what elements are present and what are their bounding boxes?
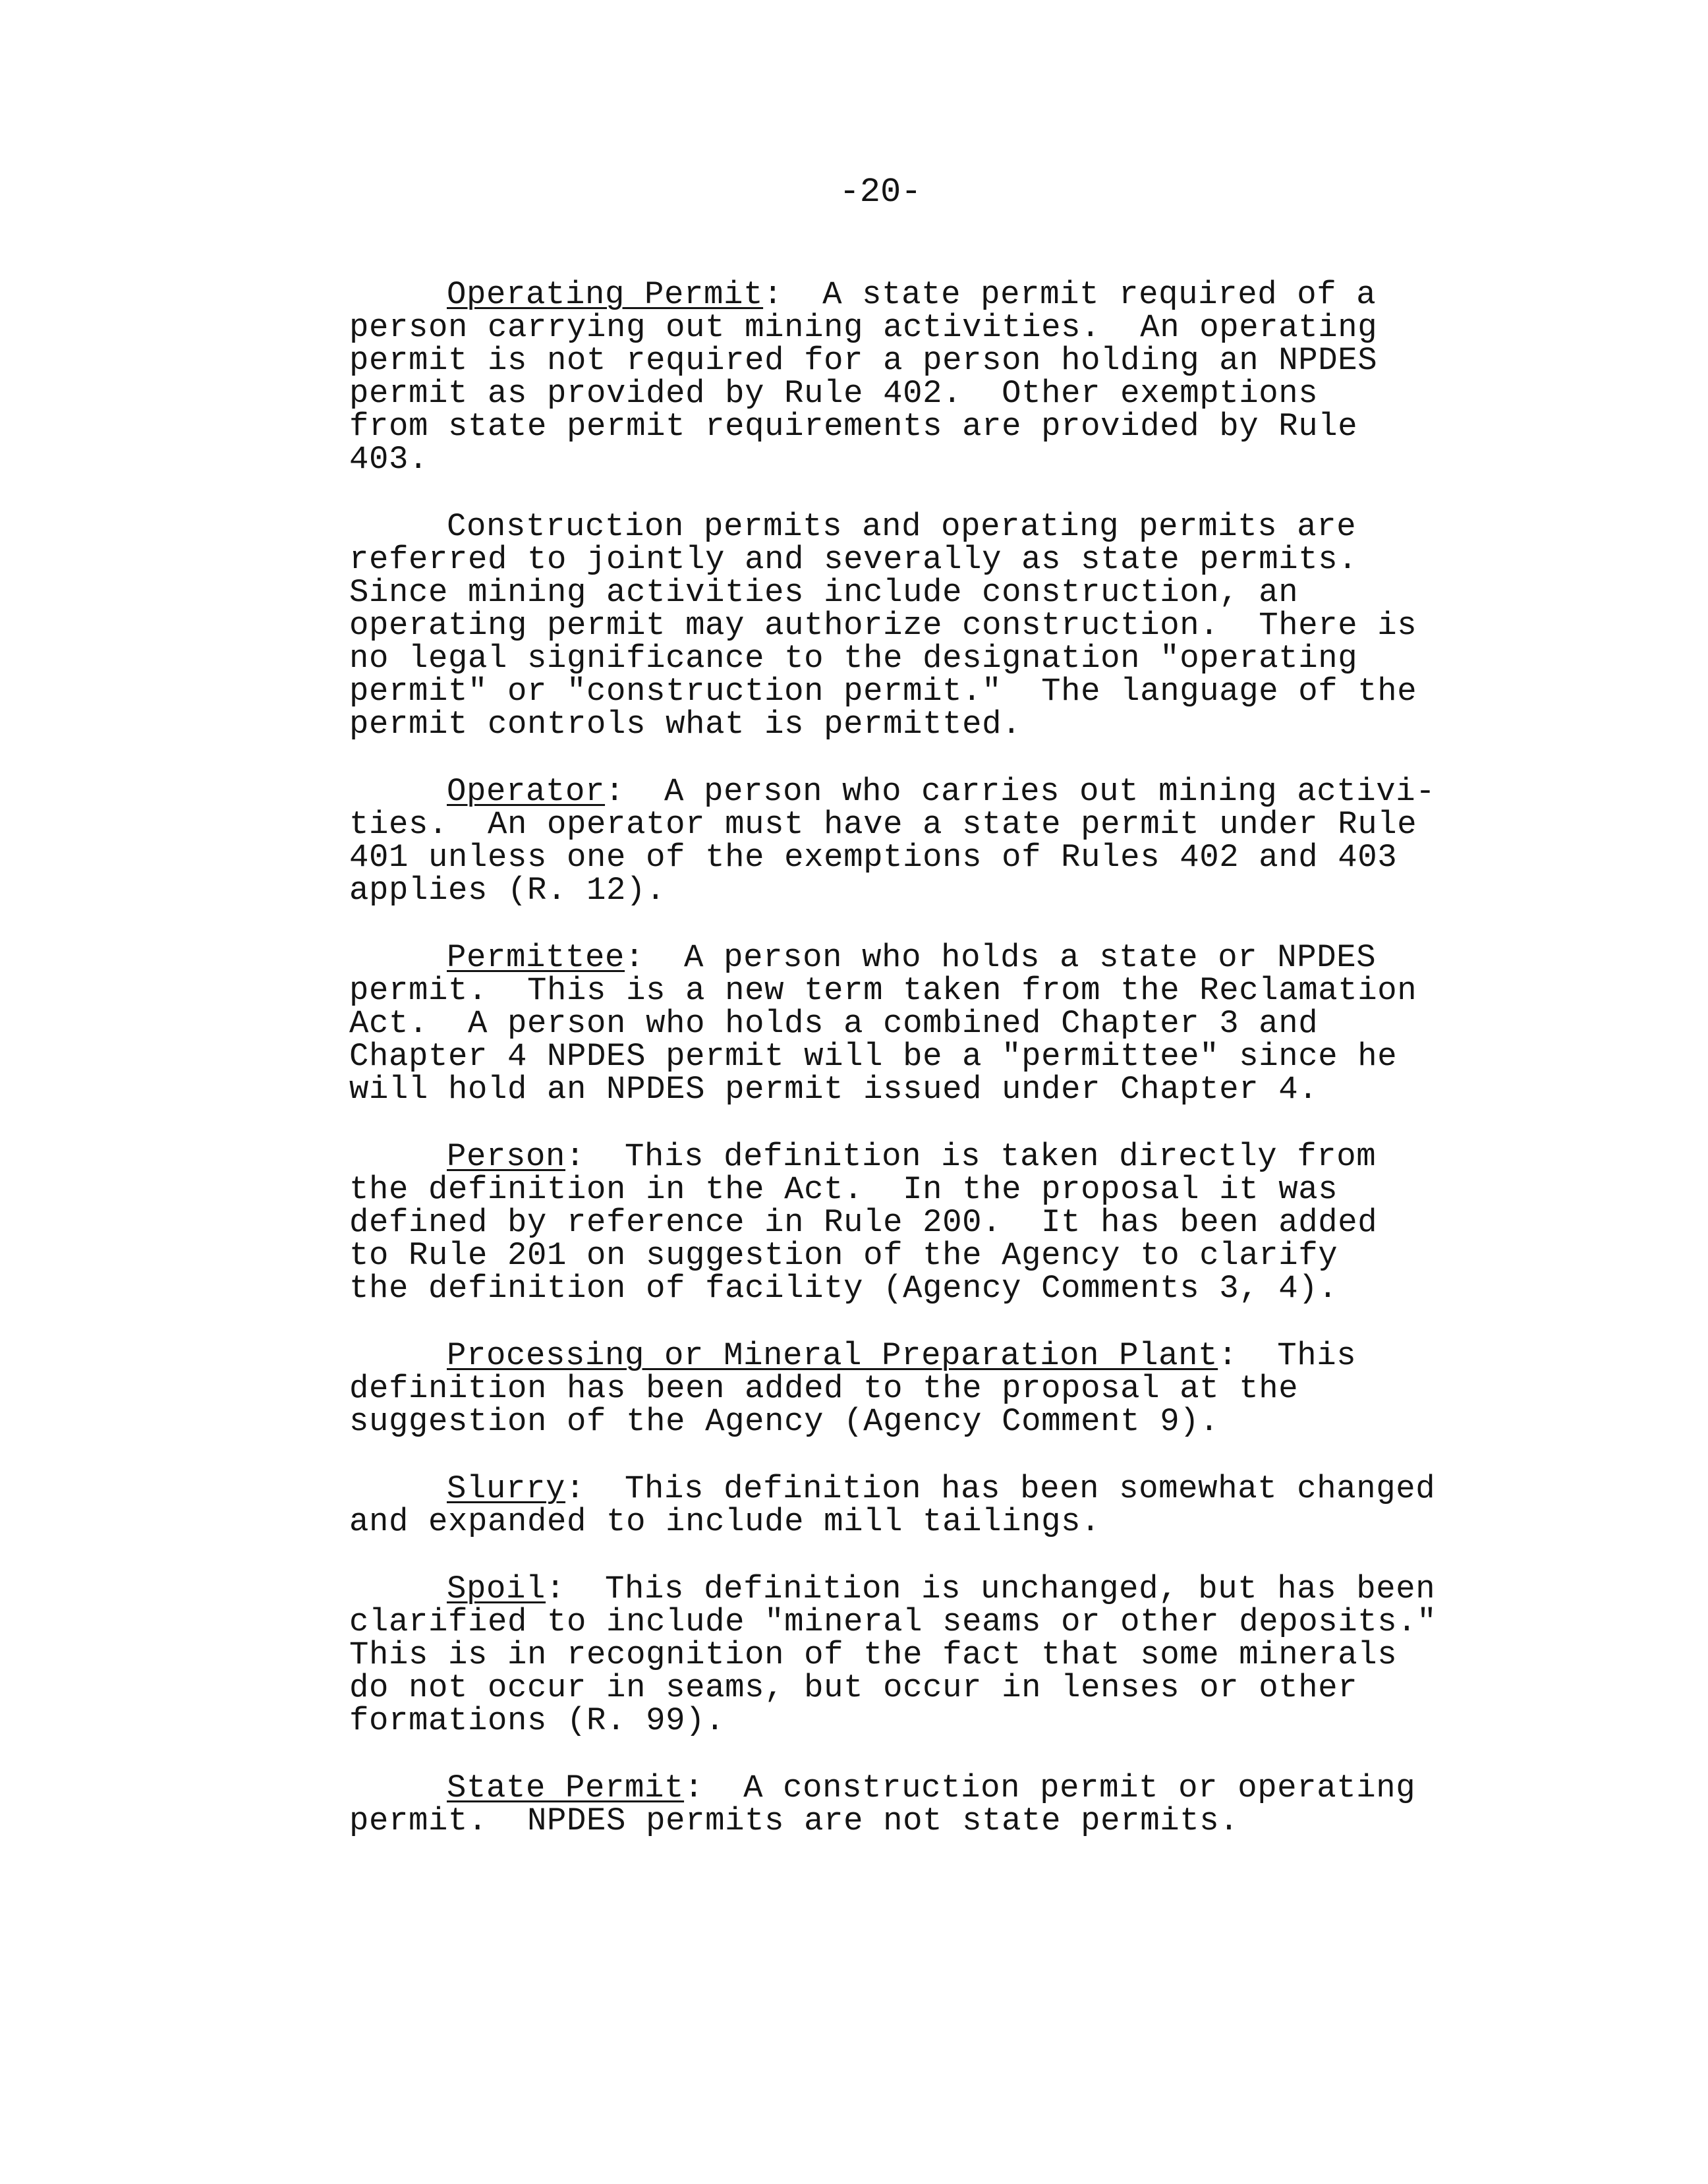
definition-continuation: definition has been added to the proposal at the suggestion of the Agency (Agency Comment 9). xyxy=(349,1370,1299,1440)
definition-continuation: clarified to include "mineral seams or other deposits." This is in recognition of the fact that some minerals do not occur in seams, but occur in lenses or other formations (R. 99). xyxy=(349,1603,1437,1739)
definition-text: : This definition is unchanged, but has been xyxy=(546,1570,1436,1607)
definition-text: : A construction permit or operating xyxy=(684,1769,1416,1806)
definition-operator xyxy=(349,775,1509,907)
definition-text: : A state permit required of a xyxy=(763,276,1377,313)
definition-slurry xyxy=(349,1472,1509,1538)
definition-processing-plant xyxy=(349,1339,1509,1438)
definition-permittee xyxy=(349,941,1509,1106)
term-label: Operator xyxy=(447,773,606,810)
definition-continuation: and expanded to include mill tailings. xyxy=(349,1503,1101,1540)
definition-continuation: the definition in the Act. In the proposal it was defined by reference in Rule 200. It has been added to Rule 201 on suggestion of the Agency to clarify the definition of facility (Agency Comments 3, 4). xyxy=(349,1171,1378,1307)
definition-operating-permit xyxy=(349,278,1509,476)
definition-continuation: permit. This is a new term taken from the Reclamation Act. A person who holds a combined Chapter 3 and Chapter 4 NPDES permit will be a "permittee" since he will hold an NPDES permit issued under Chapter 4. xyxy=(349,972,1417,1108)
term-label: Spoil xyxy=(447,1570,546,1607)
paragraph-continuation: referred to jointly and severally as state permits. Since mining activities include construction, an operating permit may authorize construction. There is no legal significance to the designation "operating permit" or "construction permit." The language of the permit controls what is permitted. xyxy=(349,541,1417,743)
term-label: Slurry xyxy=(447,1470,566,1507)
term-label: Operating Permit xyxy=(447,276,764,313)
definition-continuation: permit. NPDES permits are not state permits. xyxy=(349,1802,1239,1839)
term-label: Permittee xyxy=(447,939,625,976)
term-label: State Permit xyxy=(447,1769,685,1806)
paragraph-state-permits xyxy=(349,510,1509,741)
term-label: Person xyxy=(447,1138,566,1175)
definition-continuation: ties. An operator must have a state permit under Rule 401 unless one of the exemptions of Rules 402 and 403 applies (R. 12). xyxy=(349,806,1417,909)
definition-person xyxy=(349,1140,1509,1305)
definition-text: : This definition has been somewhat changed xyxy=(565,1470,1436,1507)
page-number: -20- xyxy=(839,173,922,212)
definition-continuation: person carrying out mining activities. An operating permit is not required for a person holding an NPDES permit as provided by Rule 402. Other exemptions from state permit requirements are provided by Rule 403. xyxy=(349,309,1378,478)
paragraph-text: Construction permits and operating permits are xyxy=(447,508,1357,545)
definition-text: : This xyxy=(1218,1337,1357,1374)
term-label: Processing or Mineral Preparation Plant xyxy=(447,1337,1218,1374)
definition-spoil xyxy=(349,1572,1509,1737)
definition-text: : This definition is taken directly from xyxy=(565,1138,1377,1175)
definition-text: : A person who carries out mining activi- xyxy=(605,773,1436,810)
definition-text: : A person who holds a state or NPDES xyxy=(625,939,1377,976)
definition-state-permit xyxy=(349,1771,1509,1837)
